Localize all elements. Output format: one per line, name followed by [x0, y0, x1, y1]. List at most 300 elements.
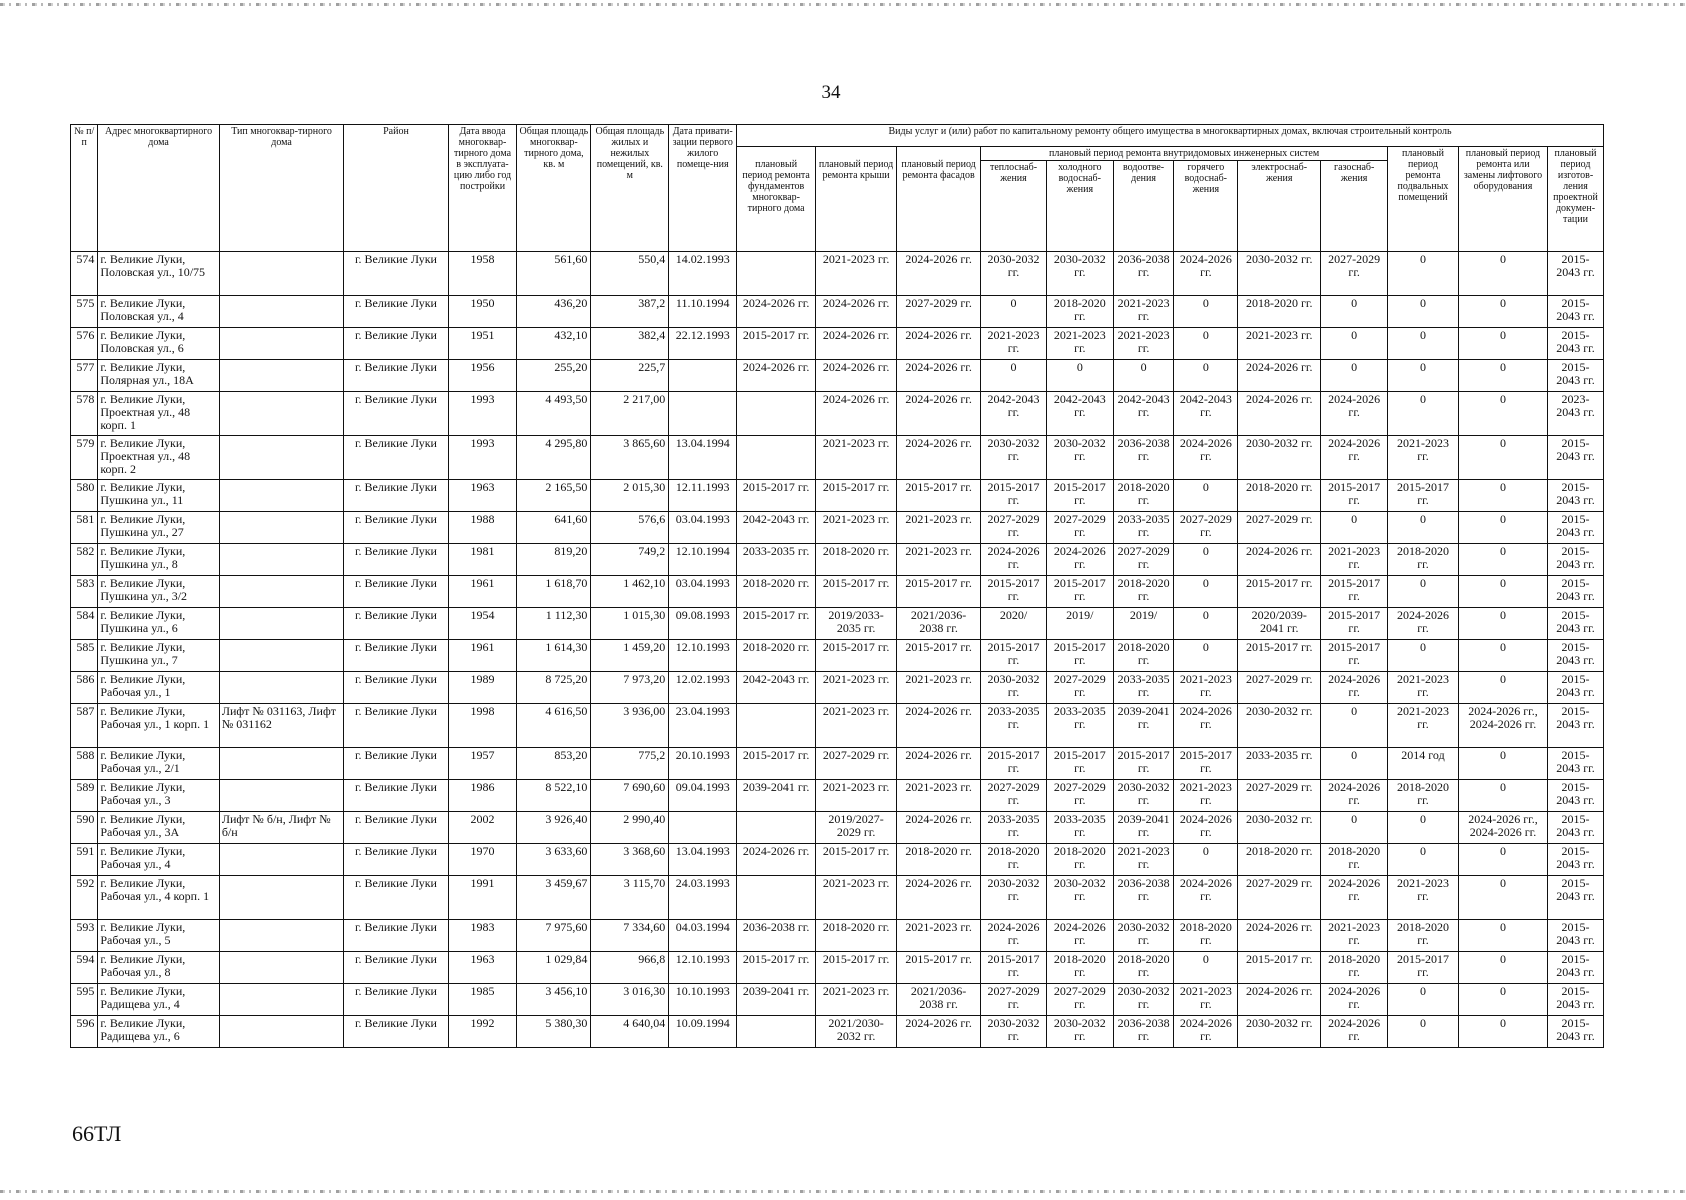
- district-cell: г. Великие Луки: [344, 812, 448, 844]
- facade-period-cell: 2021-2023 гг.: [897, 544, 981, 576]
- living-area-cell: 3 865,60: [591, 436, 669, 480]
- elevator-period-cell: 0: [1458, 360, 1547, 392]
- district-cell: г. Великие Луки: [344, 704, 448, 748]
- total-area-cell: 1 618,70: [517, 576, 591, 608]
- gas-period-cell: 2018-2020 гг.: [1321, 952, 1388, 984]
- living-area-cell: 3 016,30: [591, 984, 669, 1016]
- district-cell: г. Великие Луки: [344, 876, 448, 920]
- foundation-period-cell: 2024-2026 гг.: [737, 296, 816, 328]
- elevator-period-cell: 0: [1458, 252, 1547, 296]
- header-privatization: Дата привати-зации первого жилого помеще-ния: [669, 125, 737, 252]
- foundation-period-cell: 2033-2035 гг.: [737, 544, 816, 576]
- total-area-cell: 1 029,84: [517, 952, 591, 984]
- basement-period-cell: 0: [1388, 984, 1459, 1016]
- header-gas: газоснаб-жения: [1321, 161, 1388, 252]
- cold-water-period-cell: 2030-2032 гг.: [1046, 436, 1113, 480]
- design-period-cell: 2015-2043 гг.: [1548, 328, 1604, 360]
- design-period-cell: 2015-2043 гг.: [1548, 704, 1604, 748]
- basement-period-cell: 2018-2020 гг.: [1388, 920, 1459, 952]
- roof-period-cell: 2021-2023 гг.: [816, 512, 897, 544]
- page-number: 34: [821, 82, 841, 103]
- privatization-date-cell: 13.04.1993: [669, 844, 737, 876]
- header-electric: электроснаб-жения: [1238, 161, 1321, 252]
- table-row: [71, 608, 1604, 640]
- basement-period-cell: 2014 год: [1388, 748, 1459, 780]
- address-cell: г. Великие Луки, Пушкина ул., 6: [98, 608, 219, 640]
- privatization-date-cell: 10.10.1993: [669, 984, 737, 1016]
- roof-period-cell: 2021-2023 гг.: [816, 672, 897, 704]
- privatization-date-cell: [669, 360, 737, 392]
- gas-period-cell: 2024-2026 гг.: [1321, 672, 1388, 704]
- hot-water-period-cell: 2024-2026 гг.: [1174, 876, 1238, 920]
- facade-period-cell: 2021-2023 гг.: [897, 920, 981, 952]
- commission-year-cell: 1950: [448, 296, 517, 328]
- foundation-period-cell: 2036-2038 гг.: [737, 920, 816, 952]
- design-period-cell: 2015-2043 гг.: [1548, 640, 1604, 672]
- roof-period-cell: 2021-2023 гг.: [816, 876, 897, 920]
- hot-water-period-cell: 0: [1174, 844, 1238, 876]
- total-area-cell: 2 165,50: [517, 480, 591, 512]
- row-number: 590: [71, 812, 98, 844]
- cold-water-period-cell: 2019/: [1046, 608, 1113, 640]
- house-type-cell: [219, 672, 344, 704]
- row-number: 575: [71, 296, 98, 328]
- roof-period-cell: 2015-2017 гг.: [816, 640, 897, 672]
- sewer-period-cell: 2019/: [1113, 608, 1174, 640]
- gas-period-cell: 2018-2020 гг.: [1321, 844, 1388, 876]
- elevator-period-cell: 0: [1458, 608, 1547, 640]
- foundation-period-cell: [737, 436, 816, 480]
- address-cell: г. Великие Луки, Полярная ул., 18А: [98, 360, 219, 392]
- electric-period-cell: 2027-2029 гг.: [1238, 512, 1321, 544]
- total-area-cell: 255,20: [517, 360, 591, 392]
- row-number: 588: [71, 748, 98, 780]
- elevator-period-cell: 0: [1458, 952, 1547, 984]
- cold-water-period-cell: 2015-2017 гг.: [1046, 748, 1113, 780]
- privatization-date-cell: 12.10.1993: [669, 640, 737, 672]
- foundation-period-cell: [737, 704, 816, 748]
- elevator-period-cell: 0: [1458, 640, 1547, 672]
- heat-supply-period-cell: 2027-2029 гг.: [981, 780, 1047, 812]
- facade-period-cell: 2021/2036-2038 гг.: [897, 984, 981, 1016]
- design-period-cell: 2015-2043 гг.: [1548, 252, 1604, 296]
- commission-year-cell: 1986: [448, 780, 517, 812]
- basement-period-cell: 0: [1388, 392, 1459, 436]
- facade-period-cell: 2024-2026 гг.: [897, 436, 981, 480]
- header-roof: плановый период ремонта крыши: [816, 147, 897, 252]
- elevator-period-cell: 0: [1458, 876, 1547, 920]
- roof-period-cell: 2024-2026 гг.: [816, 360, 897, 392]
- header-cold-water: холодного водоснаб-жения: [1046, 161, 1113, 252]
- house-type-cell: [219, 952, 344, 984]
- facade-period-cell: 2024-2026 гг.: [897, 704, 981, 748]
- total-area-cell: 432,10: [517, 328, 591, 360]
- header-num: № п/п: [71, 125, 98, 252]
- address-cell: г. Великие Луки, Рабочая ул., 1 корп. 1: [98, 704, 219, 748]
- table-row: [71, 952, 1604, 984]
- electric-period-cell: 2015-2017 гг.: [1238, 640, 1321, 672]
- living-area-cell: 4 640,04: [591, 1016, 669, 1048]
- privatization-date-cell: 11.10.1994: [669, 296, 737, 328]
- hot-water-period-cell: 2027-2029 гг.: [1174, 512, 1238, 544]
- hot-water-period-cell: 0: [1174, 480, 1238, 512]
- commission-year-cell: 1956: [448, 360, 517, 392]
- address-cell: г. Великие Луки, Рабочая ул., 5: [98, 920, 219, 952]
- commission-year-cell: 1983: [448, 920, 517, 952]
- house-type-cell: Лифт № б/н, Лифт № б/н: [219, 812, 344, 844]
- roof-period-cell: 2021-2023 гг.: [816, 780, 897, 812]
- address-cell: г. Великие Луки, Проектная ул., 48 корп. 2: [98, 436, 219, 480]
- foundation-period-cell: 2039-2041 гг.: [737, 780, 816, 812]
- heat-supply-period-cell: 2024-2026 гг.: [981, 544, 1047, 576]
- commission-year-cell: 2002: [448, 812, 517, 844]
- row-number: 596: [71, 1016, 98, 1048]
- heat-supply-period-cell: 2030-2032 гг.: [981, 436, 1047, 480]
- living-area-cell: 3 115,70: [591, 876, 669, 920]
- hot-water-period-cell: 0: [1174, 952, 1238, 984]
- basement-period-cell: 0: [1388, 1016, 1459, 1048]
- total-area-cell: 3 633,60: [517, 844, 591, 876]
- district-cell: г. Великие Луки: [344, 920, 448, 952]
- header-heat: теплоснаб-жения: [981, 161, 1047, 252]
- house-type-cell: [219, 392, 344, 436]
- row-number: 582: [71, 544, 98, 576]
- roof-period-cell: 2021/2030-2032 гг.: [816, 1016, 897, 1048]
- heat-supply-period-cell: 0: [981, 296, 1047, 328]
- sewer-period-cell: 2021-2023 гг.: [1113, 844, 1174, 876]
- basement-period-cell: 0: [1388, 328, 1459, 360]
- sewer-period-cell: 0: [1113, 360, 1174, 392]
- heat-supply-period-cell: 2030-2032 гг.: [981, 1016, 1047, 1048]
- gas-period-cell: 0: [1321, 296, 1388, 328]
- roof-period-cell: 2015-2017 гг.: [816, 576, 897, 608]
- row-number: 584: [71, 608, 98, 640]
- house-type-cell: [219, 640, 344, 672]
- total-area-cell: 5 380,30: [517, 1016, 591, 1048]
- privatization-date-cell: 23.04.1993: [669, 704, 737, 748]
- basement-period-cell: 2015-2017 гг.: [1388, 952, 1459, 984]
- electric-period-cell: 2030-2032 гг.: [1238, 436, 1321, 480]
- sewer-period-cell: 2027-2029 гг.: [1113, 544, 1174, 576]
- total-area-cell: 3 459,67: [517, 876, 591, 920]
- cold-water-period-cell: 2027-2029 гг.: [1046, 984, 1113, 1016]
- roof-period-cell: 2024-2026 гг.: [816, 296, 897, 328]
- cold-water-period-cell: 2015-2017 гг.: [1046, 640, 1113, 672]
- elevator-period-cell: 0: [1458, 748, 1547, 780]
- facade-period-cell: 2024-2026 гг.: [897, 876, 981, 920]
- design-period-cell: 2015-2043 гг.: [1548, 952, 1604, 984]
- heat-supply-period-cell: 2018-2020 гг.: [981, 844, 1047, 876]
- sewer-period-cell: 2030-2032 гг.: [1113, 920, 1174, 952]
- basement-period-cell: 0: [1388, 360, 1459, 392]
- total-area-cell: 4 295,80: [517, 436, 591, 480]
- row-number: 574: [71, 252, 98, 296]
- living-area-cell: 225,7: [591, 360, 669, 392]
- table-row: [71, 480, 1604, 512]
- commission-year-cell: 1985: [448, 984, 517, 1016]
- privatization-date-cell: 09.04.1993: [669, 780, 737, 812]
- scan-edge-bottom: [0, 1190, 1686, 1193]
- facade-period-cell: 2024-2026 гг.: [897, 812, 981, 844]
- header-sewer: водоотве-дения: [1113, 161, 1174, 252]
- hot-water-period-cell: 2042-2043 гг.: [1174, 392, 1238, 436]
- hot-water-period-cell: 0: [1174, 640, 1238, 672]
- commission-year-cell: 1993: [448, 392, 517, 436]
- cold-water-period-cell: 2018-2020 гг.: [1046, 296, 1113, 328]
- cold-water-period-cell: 2018-2020 гг.: [1046, 844, 1113, 876]
- elevator-period-cell: 0: [1458, 920, 1547, 952]
- heat-supply-period-cell: 2015-2017 гг.: [981, 576, 1047, 608]
- house-type-cell: [219, 920, 344, 952]
- privatization-date-cell: 12.10.1994: [669, 544, 737, 576]
- district-cell: г. Великие Луки: [344, 1016, 448, 1048]
- electric-period-cell: 2024-2026 гг.: [1238, 920, 1321, 952]
- sewer-period-cell: 2018-2020 гг.: [1113, 480, 1174, 512]
- living-area-cell: 1 015,30: [591, 608, 669, 640]
- row-number: 576: [71, 328, 98, 360]
- living-area-cell: 1 459,20: [591, 640, 669, 672]
- total-area-cell: 853,20: [517, 748, 591, 780]
- row-number: 583: [71, 576, 98, 608]
- heat-supply-period-cell: 2024-2026 гг.: [981, 920, 1047, 952]
- basement-period-cell: 2015-2017 гг.: [1388, 480, 1459, 512]
- hot-water-period-cell: 2015-2017 гг.: [1174, 748, 1238, 780]
- electric-period-cell: 2027-2029 гг.: [1238, 780, 1321, 812]
- table-row: [71, 748, 1604, 780]
- privatization-date-cell: 04.03.1994: [669, 920, 737, 952]
- table-row: [71, 252, 1604, 296]
- table-row: [71, 328, 1604, 360]
- gas-period-cell: 2024-2026 гг.: [1321, 780, 1388, 812]
- facade-period-cell: 2024-2026 гг.: [897, 748, 981, 780]
- facade-period-cell: 2021-2023 гг.: [897, 512, 981, 544]
- elevator-period-cell: 0: [1458, 780, 1547, 812]
- cold-water-period-cell: 2024-2026 гг.: [1046, 544, 1113, 576]
- hot-water-period-cell: 2024-2026 гг.: [1174, 1016, 1238, 1048]
- header-facade: плановый период ремонта фасадов: [897, 147, 981, 252]
- hot-water-period-cell: 0: [1174, 544, 1238, 576]
- foundation-period-cell: 2015-2017 гг.: [737, 952, 816, 984]
- cold-water-period-cell: 2027-2029 гг.: [1046, 512, 1113, 544]
- district-cell: г. Великие Луки: [344, 576, 448, 608]
- hot-water-period-cell: 2021-2023 гг.: [1174, 984, 1238, 1016]
- row-number: 589: [71, 780, 98, 812]
- commission-year-cell: 1961: [448, 576, 517, 608]
- basement-period-cell: 0: [1388, 296, 1459, 328]
- hot-water-period-cell: 2018-2020 гг.: [1174, 920, 1238, 952]
- header-living-area: Общая площадь жилых и нежилых помещений, кв. м: [591, 125, 669, 252]
- hot-water-period-cell: 2024-2026 гг.: [1174, 436, 1238, 480]
- heat-supply-period-cell: 2027-2029 гг.: [981, 984, 1047, 1016]
- commission-year-cell: 1963: [448, 952, 517, 984]
- house-type-cell: [219, 328, 344, 360]
- address-cell: г. Великие Луки, Радищева ул., 6: [98, 1016, 219, 1048]
- electric-period-cell: 2021-2023 гг.: [1238, 328, 1321, 360]
- cold-water-period-cell: 2018-2020 гг.: [1046, 952, 1113, 984]
- living-area-cell: 7 334,60: [591, 920, 669, 952]
- basement-period-cell: 0: [1388, 252, 1459, 296]
- elevator-period-cell: 0: [1458, 544, 1547, 576]
- living-area-cell: 3 936,00: [591, 704, 669, 748]
- foundation-period-cell: 2015-2017 гг.: [737, 608, 816, 640]
- hot-water-period-cell: 0: [1174, 576, 1238, 608]
- gas-period-cell: 2024-2026 гг.: [1321, 1016, 1388, 1048]
- heat-supply-period-cell: 2015-2017 гг.: [981, 952, 1047, 984]
- electric-period-cell: 2018-2020 гг.: [1238, 296, 1321, 328]
- address-cell: г. Великие Луки, Пушкина ул., 11: [98, 480, 219, 512]
- elevator-period-cell: 0: [1458, 844, 1547, 876]
- sewer-period-cell: 2021-2023 гг.: [1113, 328, 1174, 360]
- privatization-date-cell: [669, 392, 737, 436]
- gas-period-cell: 2024-2026 гг.: [1321, 436, 1388, 480]
- header-address: Адрес многоквартирного дома: [98, 125, 219, 252]
- house-type-cell: [219, 576, 344, 608]
- cold-water-period-cell: 2027-2029 гг.: [1046, 780, 1113, 812]
- total-area-cell: 8 725,20: [517, 672, 591, 704]
- row-number: 595: [71, 984, 98, 1016]
- gas-period-cell: 2024-2026 гг.: [1321, 876, 1388, 920]
- cold-water-period-cell: 2042-2043 гг.: [1046, 392, 1113, 436]
- electric-period-cell: 2024-2026 гг.: [1238, 392, 1321, 436]
- electric-period-cell: 2027-2029 гг.: [1238, 672, 1321, 704]
- roof-period-cell: 2021-2023 гг.: [816, 252, 897, 296]
- foundation-period-cell: 2024-2026 гг.: [737, 360, 816, 392]
- table-row: [71, 360, 1604, 392]
- header-design: плановый период изготов-ления проектной докумен-тации: [1548, 147, 1604, 252]
- design-period-cell: 2015-2043 гг.: [1548, 920, 1604, 952]
- roof-period-cell: 2024-2026 гг.: [816, 328, 897, 360]
- foundation-period-cell: 2042-2043 гг.: [737, 512, 816, 544]
- design-period-cell: 2015-2043 гг.: [1548, 1016, 1604, 1048]
- commission-year-cell: 1963: [448, 480, 517, 512]
- table-body: [71, 252, 1604, 1048]
- commission-year-cell: 1992: [448, 1016, 517, 1048]
- privatization-date-cell: 03.04.1993: [669, 576, 737, 608]
- roof-period-cell: 2021-2023 гг.: [816, 984, 897, 1016]
- commission-year-cell: 1993: [448, 436, 517, 480]
- house-type-cell: [219, 876, 344, 920]
- roof-period-cell: 2027-2029 гг.: [816, 748, 897, 780]
- header-foundation: плановый период ремонта фундаментов многоквар-тирного дома: [737, 147, 816, 252]
- living-area-cell: 387,2: [591, 296, 669, 328]
- commission-year-cell: 1961: [448, 640, 517, 672]
- foundation-period-cell: [737, 1016, 816, 1048]
- elevator-period-cell: 0: [1458, 1016, 1547, 1048]
- address-cell: г. Великие Луки, Пушкина ул., 3/2: [98, 576, 219, 608]
- table-row: [71, 512, 1604, 544]
- foundation-period-cell: [737, 252, 816, 296]
- foundation-period-cell: 2039-2041 гг.: [737, 984, 816, 1016]
- address-cell: г. Великие Луки, Половская ул., 10/75: [98, 252, 219, 296]
- privatization-date-cell: 09.08.1993: [669, 608, 737, 640]
- repair-schedule-table: [70, 124, 1604, 1048]
- cold-water-period-cell: 2024-2026 гг.: [1046, 920, 1113, 952]
- elevator-period-cell: 0: [1458, 480, 1547, 512]
- electric-period-cell: 2030-2032 гг.: [1238, 704, 1321, 748]
- basement-period-cell: 2021-2023 гг.: [1388, 704, 1459, 748]
- roof-period-cell: 2021-2023 гг.: [816, 436, 897, 480]
- table-row: [71, 876, 1604, 920]
- facade-period-cell: 2021-2023 гг.: [897, 672, 981, 704]
- electric-period-cell: 2033-2035 гг.: [1238, 748, 1321, 780]
- cold-water-period-cell: 2033-2035 гг.: [1046, 812, 1113, 844]
- basement-period-cell: 0: [1388, 640, 1459, 672]
- privatization-date-cell: 22.12.1993: [669, 328, 737, 360]
- foundation-period-cell: 2018-2020 гг.: [737, 576, 816, 608]
- district-cell: г. Великие Луки: [344, 480, 448, 512]
- foundation-period-cell: [737, 876, 816, 920]
- privatization-date-cell: [669, 812, 737, 844]
- total-area-cell: 7 975,60: [517, 920, 591, 952]
- address-cell: г. Великие Луки, Половская ул., 4: [98, 296, 219, 328]
- sewer-period-cell: 2021-2023 гг.: [1113, 296, 1174, 328]
- living-area-cell: 7 973,20: [591, 672, 669, 704]
- facade-period-cell: 2021-2023 гг.: [897, 780, 981, 812]
- cold-water-period-cell: 2030-2032 гг.: [1046, 876, 1113, 920]
- basement-period-cell: 2021-2023 гг.: [1388, 436, 1459, 480]
- cold-water-period-cell: 2021-2023 гг.: [1046, 328, 1113, 360]
- address-cell: г. Великие Луки, Рабочая ул., 4: [98, 844, 219, 876]
- elevator-period-cell: 0: [1458, 436, 1547, 480]
- row-number: 587: [71, 704, 98, 748]
- sewer-period-cell: 2018-2020 гг.: [1113, 576, 1174, 608]
- row-number: 592: [71, 876, 98, 920]
- electric-period-cell: 2024-2026 гг.: [1238, 360, 1321, 392]
- cold-water-period-cell: 2033-2035 гг.: [1046, 704, 1113, 748]
- address-cell: г. Великие Луки, Рабочая ул., 2/1: [98, 748, 219, 780]
- design-period-cell: 2015-2043 гг.: [1548, 436, 1604, 480]
- basement-period-cell: 0: [1388, 576, 1459, 608]
- facade-period-cell: 2024-2026 гг.: [897, 252, 981, 296]
- address-cell: г. Великие Луки, Радищева ул., 4: [98, 984, 219, 1016]
- sewer-period-cell: 2018-2020 гг.: [1113, 640, 1174, 672]
- total-area-cell: 1 614,30: [517, 640, 591, 672]
- living-area-cell: 2 217,00: [591, 392, 669, 436]
- electric-period-cell: 2027-2029 гг.: [1238, 876, 1321, 920]
- design-period-cell: 2015-2043 гг.: [1548, 780, 1604, 812]
- electric-period-cell: 2018-2020 гг.: [1238, 480, 1321, 512]
- header-elevator: плановый период ремонта или замены лифтового оборудования: [1458, 147, 1547, 252]
- heat-supply-period-cell: 0: [981, 360, 1047, 392]
- header-date-commission: Дата ввода многоквар-тирного дома в эксплуата-цию либо год постройки: [448, 125, 517, 252]
- facade-period-cell: 2018-2020 гг.: [897, 844, 981, 876]
- header-services: Виды услуг и (или) работ по капитальному ремонту общего имущества в многоквартирных домах, включая строительный контроль: [737, 125, 1604, 147]
- table-row: [71, 392, 1604, 436]
- facade-period-cell: 2024-2026 гг.: [897, 392, 981, 436]
- table-row: [71, 920, 1604, 952]
- electric-period-cell: 2030-2032 гг.: [1238, 252, 1321, 296]
- design-period-cell: 2015-2043 гг.: [1548, 576, 1604, 608]
- heat-supply-period-cell: 2030-2032 гг.: [981, 672, 1047, 704]
- district-cell: г. Великие Луки: [344, 780, 448, 812]
- gas-period-cell: 2015-2017 гг.: [1321, 576, 1388, 608]
- foundation-period-cell: 2015-2017 гг.: [737, 480, 816, 512]
- table-row: [71, 436, 1604, 480]
- gas-period-cell: 0: [1321, 512, 1388, 544]
- row-number: 591: [71, 844, 98, 876]
- foundation-period-cell: 2042-2043 гг.: [737, 672, 816, 704]
- design-period-cell: 2015-2043 гг.: [1548, 844, 1604, 876]
- electric-period-cell: 2020/2039-2041 гг.: [1238, 608, 1321, 640]
- commission-year-cell: 1958: [448, 252, 517, 296]
- commission-year-cell: 1989: [448, 672, 517, 704]
- privatization-date-cell: 12.11.1993: [669, 480, 737, 512]
- gas-period-cell: 2015-2017 гг.: [1321, 640, 1388, 672]
- sewer-period-cell: 2039-2041 гг.: [1113, 704, 1174, 748]
- total-area-cell: 819,20: [517, 544, 591, 576]
- house-type-cell: [219, 544, 344, 576]
- design-period-cell: 2015-2043 гг.: [1548, 748, 1604, 780]
